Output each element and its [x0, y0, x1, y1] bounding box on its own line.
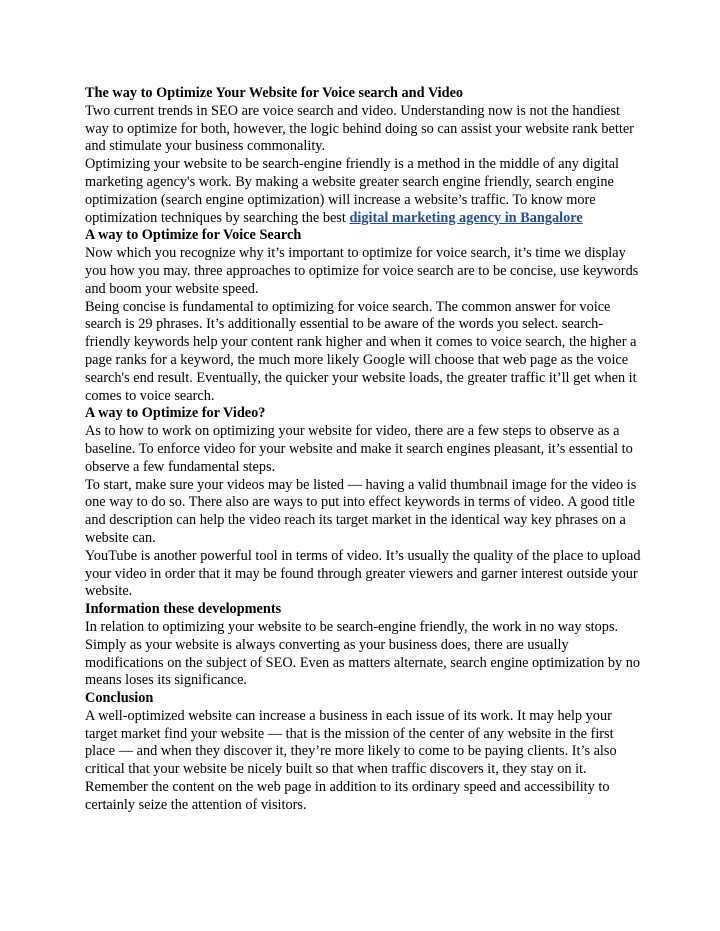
conclusion-heading: Conclusion — [85, 690, 154, 707]
document-page — [85, 85, 645, 815]
developments-heading: Information these developments — [85, 601, 282, 618]
conclusion-paragraph-1: A well-optimized website can increase a business in each issue of its work. It may help your target market find your website — that is the mission of the center of any website in the first place — and when they discover it, they’re more likely to come to be paying clients. It’s also critical that your website be nicely built so that when traffic discovers it, they stay on it. Remember the content on the web page in addition to its ordinary speed and accessibility to certainly seize the attention of visitors. — [85, 707, 617, 813]
video-paragraph-2: To start, make sure your videos may be listed — having a valid thumbnail image for the video is one way to do so. There also are ways to put into effect keywords in terms of video. A good title and description can help the video reach its target market in the identical way key phrases on a website can. — [85, 476, 637, 546]
voice-search-heading: A way to Optimize for Voice Search — [85, 227, 302, 244]
intro-paragraph-2 — [85, 156, 645, 227]
intro-paragraph-2-text: Optimizing your website to be search-engine friendly is a method in the middle of any digital marketing agency's work. By making a website greater search engine friendly, search engine optimization (search engine optimization) will increase a website’s traffic. To know more optimization techniques by searching the best — [85, 156, 620, 226]
video-paragraph-3: YouTube is another powerful tool in terms of video. It’s usually the quality of the place to upload your video in order that it may be found through greater viewers and garner interest outside your website. — [85, 547, 641, 600]
voice-search-paragraph-2: Being concise is fundamental to optimizing for voice search. The common answer for voice search is 29 phrases. It’s additionally essential to be aware of the words you select. search-friendly keywords help your content rank higher and when it comes to voice search, the higher a page ranks for a keyword, the much more likely Google will choose that web page as the voice search's end result. Eventually, the quicker your website loads, the greater traffic it’ll get when it comes to voice search. — [85, 298, 637, 404]
video-paragraph-1: As to how to work on optimizing your website for video, there are a few steps to observe as a baseline. To enforce video for your website and make it search engines pleasant, it’s essential to observe a few fundamental steps. — [85, 423, 633, 475]
developments-paragraph-1: In relation to optimizing your website to be search-engine friendly, the work in no way stops. Simply as your website is always converting as your business does, there are usually modifications on the subject of SEO. Even as matters alternate, search engine optimization by no means loses its significance. — [85, 618, 641, 689]
video-heading: A way to Optimize for Video? — [85, 405, 266, 422]
voice-search-paragraph-1: Now which you recognize why it’s important to optimize for voice search, it’s time we display you how you may. three approaches to optimize for voice search are to be concise, use keywords and boom your website speed. — [85, 245, 639, 297]
document-title: The way to Optimize Your Website for Voice search and Video — [85, 85, 464, 101]
digital-marketing-agency-link[interactable]: digital marketing agency in Bangalore — [349, 209, 583, 226]
intro-paragraph-1: Two current trends in SEO are voice search and video. Understanding now is not the handiest way to optimize for both, however, the logic behind doing so can assist your website rank better and stimulate your business commonality. — [85, 102, 634, 155]
